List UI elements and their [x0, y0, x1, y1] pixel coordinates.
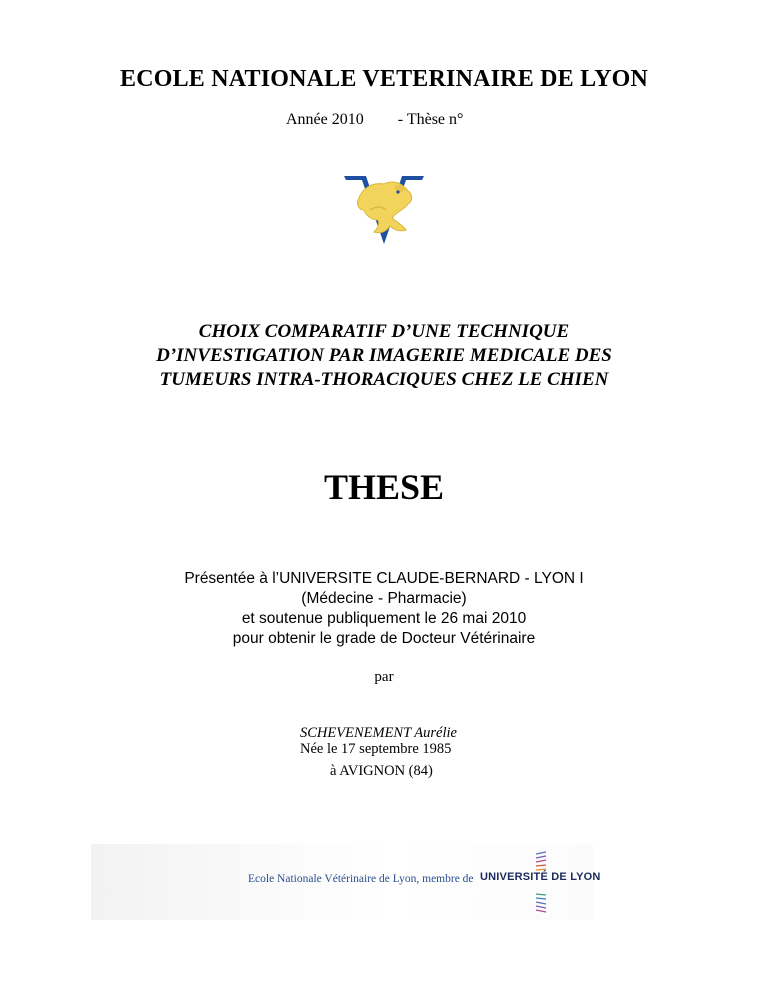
year-line — [286, 111, 463, 129]
author-birthplace: à AVIGNON (84) — [330, 763, 433, 779]
school-lion-v-logo-icon — [336, 170, 432, 248]
title-line: D’INVESTIGATION PAR IMAGERIE MEDICALE DES — [156, 345, 612, 366]
title-line: CHOIX COMPARATIF D’UNE TECHNIQUE — [198, 321, 570, 342]
thesis-number: Thèse n° — [406, 111, 464, 128]
title-line: TUMEURS INTRA-THORACIQUES CHEZ LE CHIEN — [159, 369, 609, 390]
author-birth: Née le 17 septembre 1985 — [300, 741, 452, 757]
footer-banner — [91, 844, 601, 920]
author-name: SCHEVENEMENT Aurélie — [300, 725, 457, 741]
university-mark-icon — [534, 850, 548, 914]
these-heading: THESE — [323, 467, 445, 507]
presentation-line: pour obtenir le grade de Docteur Vétérinaire — [232, 630, 536, 647]
university-logo-text: UNIVERSITÉ DE LYON — [480, 871, 601, 883]
presentation-line: (Médecine - Pharmacie) — [301, 590, 467, 607]
presentation-line: et soutenue publiquement le 26 mai 2010 — [241, 610, 527, 627]
presentation-block — [0, 569, 768, 649]
separator: - — [397, 111, 404, 128]
school-name: ECOLE NATIONALE VETERINAIRE DE LYON — [119, 66, 648, 92]
par-label: par — [374, 669, 394, 685]
banner-text: Ecole Nationale Vétérinaire de Lyon, membre de — [248, 873, 474, 885]
presentation-line: Présentée à l’UNIVERSITE CLAUDE-BERNARD - LYON I — [184, 570, 584, 587]
year: Année 2010 — [286, 111, 364, 128]
thesis-title — [0, 320, 768, 392]
